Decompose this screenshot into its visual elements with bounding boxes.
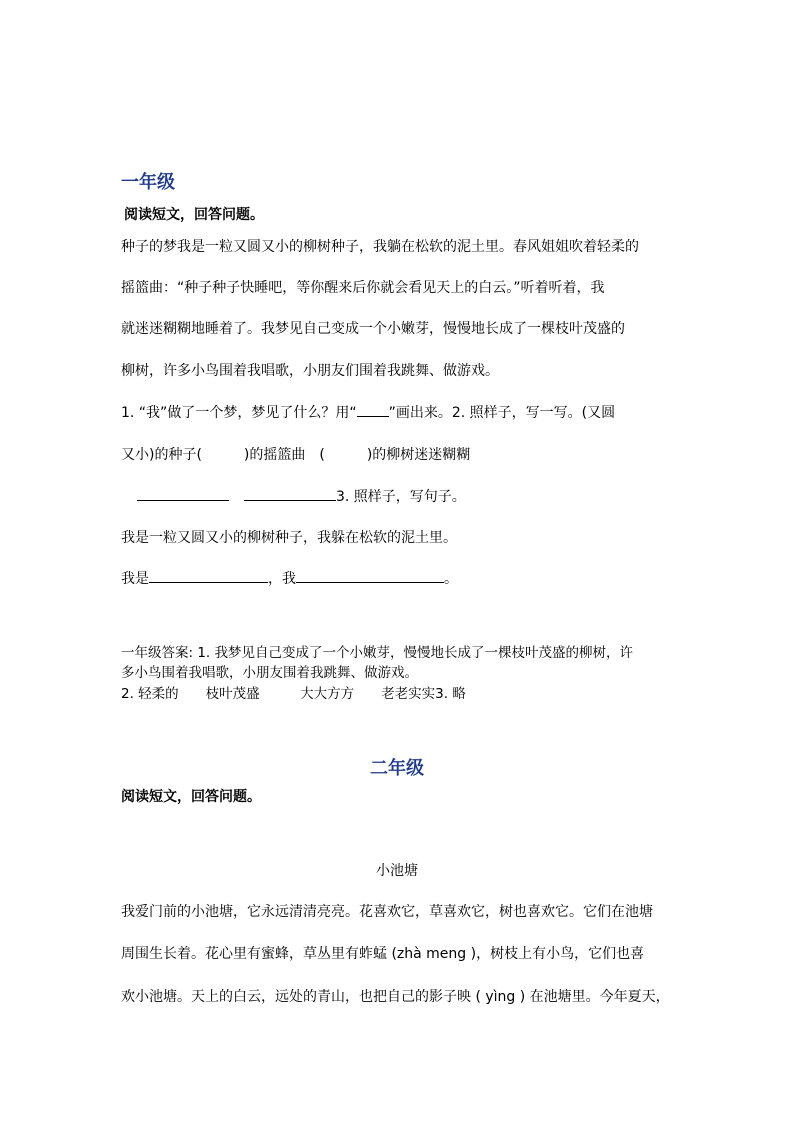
grade1-heading: 一年级: [121, 172, 175, 193]
q1-prefix: 1. “我”做了一个梦，梦见了什么？用“: [121, 405, 357, 421]
fill-end: 。: [444, 571, 458, 587]
grade1-instruction: 阅读短文，回答问题。: [124, 207, 264, 223]
example-sentence: 我是一粒又圆又小的柳树种子，我躲在松软的泥土里。: [121, 530, 457, 546]
fill-part1: 我是: [121, 571, 149, 587]
fill-sentence: [121, 568, 458, 588]
grade1-question-line-3: [137, 486, 466, 506]
passage-title: 小池塘: [376, 863, 418, 879]
q2-answer-blank-2: [244, 486, 336, 501]
grade1-question-line-2: 又小)的种子( )的摇篮曲 ( )的柳树迷迷糊糊: [121, 447, 471, 463]
fill-part2: ，我: [268, 571, 296, 587]
fill-blank-2: [296, 568, 444, 583]
q3-label: 3. 照样子，写句子。: [336, 489, 466, 505]
grade2-heading: 二年级: [370, 758, 424, 779]
grade2-instruction: 阅读短文，回答问题。: [121, 789, 261, 805]
grade2-passage-line-2: 周围生长着。花心里有蜜蜂，草丛里有蚱蜢 (zhà meng )，树枝上有小鸟，它们也喜: [121, 946, 645, 962]
q2-answer-blank-1: [137, 486, 229, 501]
q1-suffix: ”画出来。2. 照样子，写一写。(又圆: [388, 405, 616, 421]
grade1-passage-line-4: 柳树，许多小鸟围着我唱歌，小朋友们围着我跳舞、做游戏。: [121, 363, 499, 379]
fill-blank-1: [149, 568, 268, 583]
q1-blank: [357, 402, 389, 417]
grade1-passage-line-2: 摇篮曲：“种子种子快睡吧，等你醒来后你就会看见天上的白云。”听着听着，我: [121, 280, 605, 296]
grade2-passage-line-3: 欢小池塘。天上的白云，远处的青山，也把自己的影子映 ( yìng ) 在池塘里。今年夏天，: [121, 989, 670, 1005]
grade2-passage-line-1: 我爱门前的小池塘，它永远清清亮亮。花喜欢它，草喜欢它，树也喜欢它。它们在池塘: [121, 904, 653, 920]
grade1-passage-line-3: 就迷迷糊糊地睡着了。我梦见自己变成一个小嫩芽，慢慢地长成了一棵枝叶茂盛的: [121, 321, 625, 337]
grade1-passage-line-1: 种子的梦我是一粒又圆又小的柳树种子，我躺在松软的泥土里。春风姐姐吹着轻柔的: [121, 239, 639, 255]
answer-line-1: 一年级答案: 1. 我梦见自己变成了一个小嫩芽，慢慢地长成了一棵枝叶茂盛的柳树，许: [121, 645, 634, 661]
grade1-question-line-1: [121, 402, 615, 422]
answer-line-2: 多小鸟围着我唱歌，小朋友围着我跳舞、做游戏。: [121, 665, 418, 681]
answer-line-3: 2. 轻柔的 枝叶茂盛 大大方方 老老实实3. 略: [121, 686, 466, 702]
